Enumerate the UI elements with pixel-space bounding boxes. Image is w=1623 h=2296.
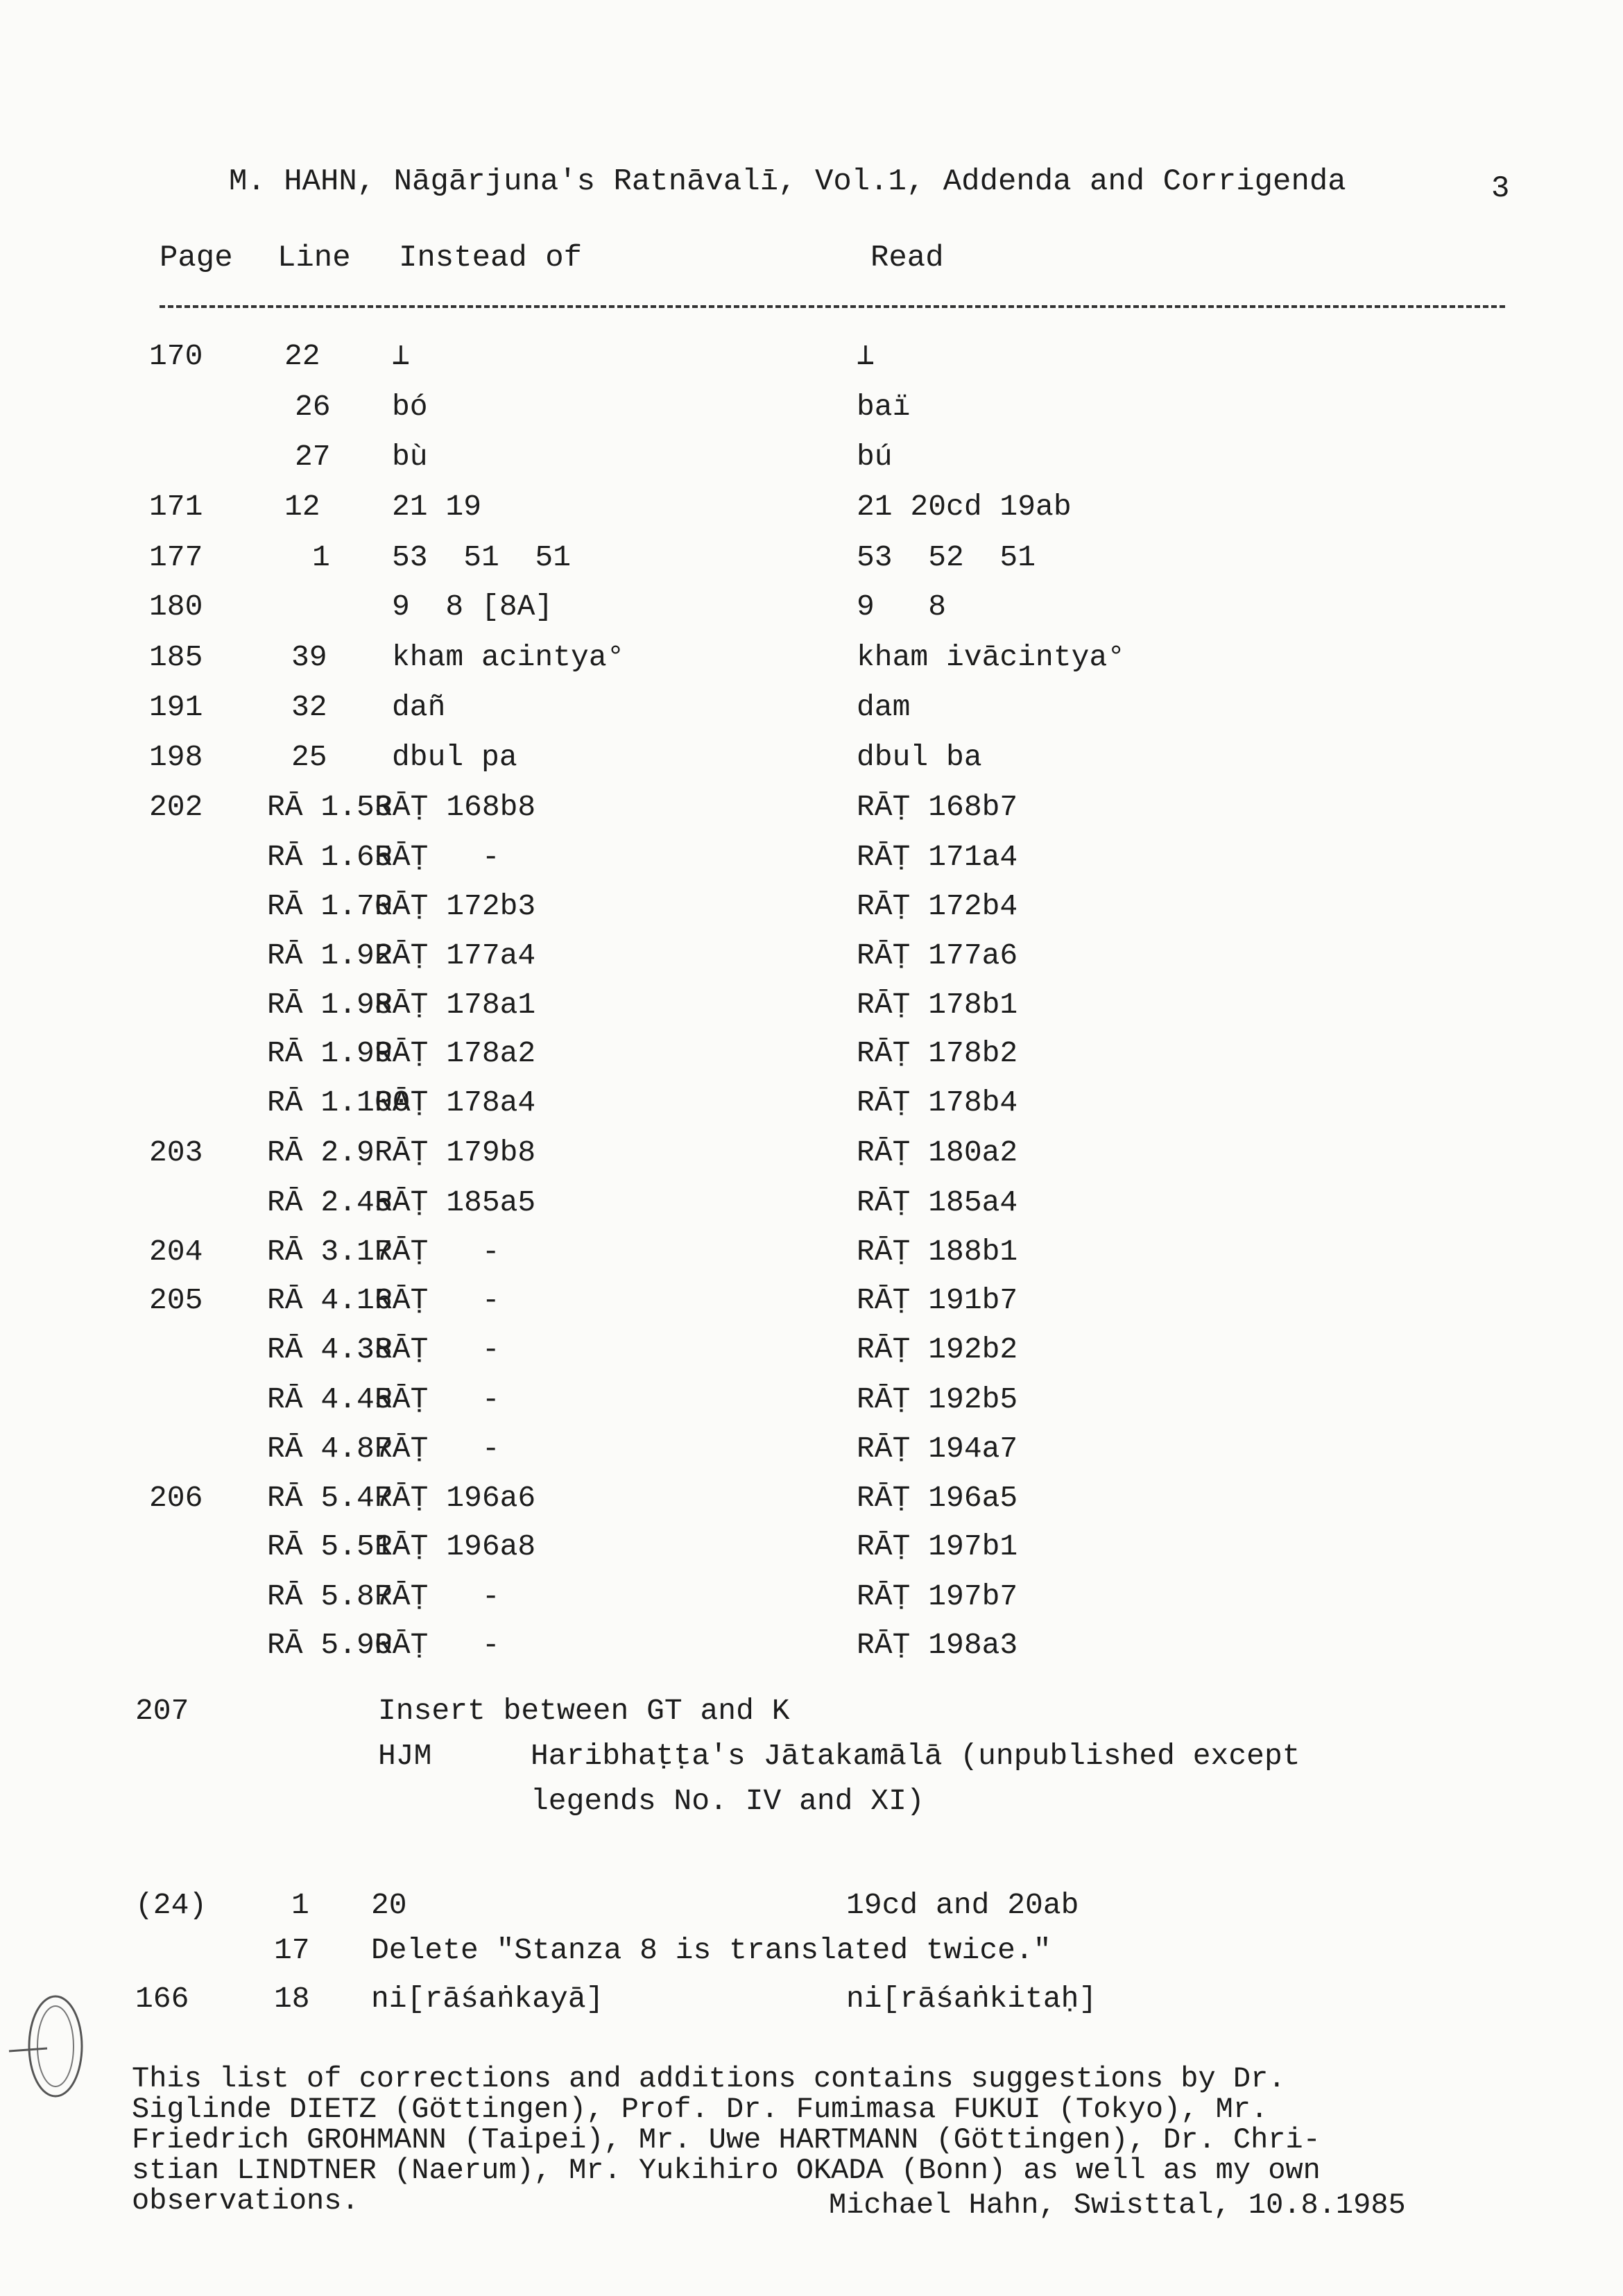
row-read-cell: kham ivācintya° bbox=[857, 640, 1126, 674]
row-line-cell: 27 bbox=[295, 440, 331, 474]
row-instead-cell: RĀṬ 178a1 bbox=[375, 988, 536, 1022]
row-instead-cell: bó bbox=[392, 390, 428, 424]
insert-page: 207 bbox=[135, 1694, 189, 1728]
page-number: 3 bbox=[1491, 171, 1510, 206]
row-page-cell: 206 bbox=[149, 1481, 203, 1515]
row-read-cell: RĀṬ 177a6 bbox=[857, 939, 1018, 973]
row-instead-cell: RĀṬ - bbox=[375, 840, 500, 874]
row-instead-cell: RĀṬ 196a8 bbox=[375, 1530, 536, 1563]
row-instead-cell: RĀṬ 185a5 bbox=[375, 1185, 536, 1219]
column-header-read: Read bbox=[870, 241, 944, 275]
insert-description-line2: legends No. IV and XI) bbox=[531, 1784, 925, 1818]
row-line-cell: RĀ 4.38 bbox=[267, 1333, 393, 1367]
insert-description-line1: Haribhaṭṭa's Jātakamālā (unpublished except bbox=[531, 1739, 1300, 1773]
row-instead-cell: RĀṬ 172b3 bbox=[375, 889, 536, 923]
extra-row-instead-cell: Delete "Stanza 8 is translated twice." bbox=[371, 1933, 1051, 1967]
extra-row-instead-cell: 20 bbox=[371, 1888, 407, 1922]
row-page-cell: 171 bbox=[149, 490, 203, 524]
row-read-cell: ⊥ bbox=[857, 339, 875, 373]
row-instead-cell: RĀṬ - bbox=[375, 1579, 500, 1613]
row-line-cell: RĀ 5.51 bbox=[267, 1530, 393, 1563]
header-divider bbox=[160, 305, 1505, 308]
row-page-cell: 203 bbox=[149, 1136, 203, 1170]
row-line-cell: RĀ 1.65 bbox=[267, 840, 393, 874]
row-read-cell: dbul ba bbox=[857, 740, 982, 774]
row-line-cell: RĀ 5.87 bbox=[267, 1579, 393, 1613]
page-title: M. HAHN, Nāgārjuna's Ratnāvalī, Vol.1, Addenda and Corrigenda bbox=[229, 164, 1346, 199]
row-read-cell: 53 52 51 bbox=[857, 540, 1036, 574]
row-line-cell: 39 bbox=[291, 640, 327, 674]
row-line-cell: 12 bbox=[284, 490, 320, 524]
row-read-cell: RĀṬ 178b1 bbox=[857, 988, 1018, 1022]
row-line-cell: RĀ 1.53 bbox=[267, 790, 393, 824]
row-read-cell: RĀṬ 198a3 bbox=[857, 1628, 1018, 1662]
row-instead-cell: 9 8 [8A] bbox=[392, 590, 553, 624]
row-line-cell: 25 bbox=[291, 740, 327, 774]
row-instead-cell: RĀṬ 168b8 bbox=[375, 790, 536, 824]
row-line-cell: RĀ 1.70 bbox=[267, 889, 393, 923]
row-read-cell: RĀṬ 178b2 bbox=[857, 1036, 1018, 1070]
row-read-cell: RĀṬ 168b7 bbox=[857, 790, 1018, 824]
row-line-cell: 26 bbox=[295, 390, 331, 424]
row-read-cell: RĀṬ 197b1 bbox=[857, 1530, 1018, 1563]
row-page-cell: 177 bbox=[149, 540, 203, 574]
row-read-cell: RĀṬ 178b4 bbox=[857, 1086, 1018, 1120]
row-line-cell: RĀ 2.45 bbox=[267, 1185, 393, 1219]
row-page-cell: 191 bbox=[149, 690, 203, 724]
row-line-cell: RĀ 2.9 bbox=[267, 1136, 375, 1170]
row-instead-cell: dañ bbox=[392, 690, 446, 724]
margin-ring-mark-icon bbox=[6, 1987, 89, 2105]
extra-row-page-cell: (24) bbox=[135, 1888, 207, 1922]
row-line-cell: RĀ 4.16 bbox=[267, 1283, 393, 1317]
row-instead-cell: RĀṬ 179b8 bbox=[375, 1136, 536, 1170]
extra-row-instead-cell: ni[rāśaṅkayā] bbox=[371, 1982, 604, 2016]
extra-row-read-cell: 19cd and 20ab bbox=[846, 1888, 1079, 1922]
row-read-cell: baï bbox=[857, 390, 911, 424]
row-read-cell: RĀṬ 188b1 bbox=[857, 1235, 1018, 1269]
row-instead-cell: RĀṬ 178a4 bbox=[375, 1086, 536, 1120]
row-read-cell: RĀṬ 192b2 bbox=[857, 1333, 1018, 1367]
row-line-cell: RĀ 4.45 bbox=[267, 1382, 393, 1416]
row-read-cell: RĀṬ 180a2 bbox=[857, 1136, 1018, 1170]
row-line-cell: RĀ 1.92 bbox=[267, 939, 393, 973]
row-line-cell: RĀ 1.99 bbox=[267, 1036, 393, 1070]
row-read-cell: RĀṬ 194a7 bbox=[857, 1432, 1018, 1466]
row-line-cell: RĀ 5.47 bbox=[267, 1481, 393, 1515]
row-line-cell: 1 bbox=[312, 540, 330, 574]
column-header-instead-of: Instead of bbox=[399, 241, 583, 275]
row-read-cell: dam bbox=[857, 690, 911, 724]
row-read-cell: RĀṬ 185a4 bbox=[857, 1185, 1018, 1219]
row-read-cell: RĀṬ 196a5 bbox=[857, 1481, 1018, 1515]
extra-row-read-cell: ni[rāśaṅkitaḥ] bbox=[846, 1982, 1097, 2016]
row-instead-cell: RĀṬ - bbox=[375, 1283, 500, 1317]
row-page-cell: 170 bbox=[149, 339, 203, 373]
row-line-cell: RĀ 3.17 bbox=[267, 1235, 393, 1269]
row-line-cell: 32 bbox=[291, 690, 327, 724]
insert-abbreviation: HJM bbox=[378, 1739, 432, 1773]
row-instead-cell: kham acintya° bbox=[392, 640, 625, 674]
row-line-cell: RĀ 5.90 bbox=[267, 1628, 393, 1662]
row-instead-cell: RĀṬ - bbox=[375, 1628, 500, 1662]
row-read-cell: RĀṬ 172b4 bbox=[857, 889, 1018, 923]
extra-row-line-cell: 17 bbox=[274, 1933, 310, 1967]
row-read-cell: RĀṬ 191b7 bbox=[857, 1283, 1018, 1317]
row-read-cell: 9 8 bbox=[857, 590, 947, 624]
row-page-cell: 198 bbox=[149, 740, 203, 774]
extra-row-line-cell: 1 bbox=[291, 1888, 309, 1922]
row-page-cell: 202 bbox=[149, 790, 203, 824]
row-read-cell: RĀṬ 192b5 bbox=[857, 1382, 1018, 1416]
row-line-cell: RĀ 4.87 bbox=[267, 1432, 393, 1466]
row-instead-cell: RĀṬ - bbox=[375, 1235, 500, 1269]
signature-line: Michael Hahn, Swisttal, 10.8.1985 bbox=[829, 2188, 1406, 2222]
row-read-cell: RĀṬ 197b7 bbox=[857, 1579, 1018, 1613]
row-instead-cell: RĀṬ - bbox=[375, 1382, 500, 1416]
row-instead-cell: RĀṬ 177a4 bbox=[375, 939, 536, 973]
row-instead-cell: RĀṬ - bbox=[375, 1432, 500, 1466]
row-instead-cell: ⊥ bbox=[392, 339, 410, 373]
extra-row-line-cell: 18 bbox=[274, 1982, 310, 2016]
column-header-page: Page bbox=[160, 241, 233, 275]
row-instead-cell: bù bbox=[392, 440, 428, 474]
row-page-cell: 205 bbox=[149, 1283, 203, 1317]
row-line-cell: RĀ 1.98 bbox=[267, 988, 393, 1022]
column-header-line: Line bbox=[277, 241, 351, 275]
row-page-cell: 180 bbox=[149, 590, 203, 624]
extra-row-page-cell: 166 bbox=[135, 1982, 189, 2016]
row-page-cell: 204 bbox=[149, 1235, 203, 1269]
row-line-cell: RĀ 1.100 bbox=[267, 1086, 411, 1120]
row-line-cell: 22 bbox=[284, 339, 320, 373]
row-instead-cell: RĀṬ - bbox=[375, 1333, 500, 1367]
row-read-cell: bú bbox=[857, 440, 893, 474]
row-instead-cell: 53 51 51 bbox=[392, 540, 572, 574]
row-read-cell: 21 20cd 19ab bbox=[857, 490, 1072, 524]
row-page-cell: 185 bbox=[149, 640, 203, 674]
row-instead-cell: 21 19 bbox=[392, 490, 482, 524]
insert-instruction: Insert between GT and K bbox=[378, 1694, 790, 1728]
row-instead-cell: RĀṬ 196a6 bbox=[375, 1481, 536, 1515]
row-instead-cell: dbul pa bbox=[392, 740, 517, 774]
row-read-cell: RĀṬ 171a4 bbox=[857, 840, 1018, 874]
row-instead-cell: RĀṬ 178a2 bbox=[375, 1036, 536, 1070]
acknowledgement-note: This list of corrections and additions contains suggestions by Dr. Siglinde DIETZ (Göttingen), Prof. Dr. Fumimasa FUKUI (Tokyo), Mr. Friedrich GROHMANN (Taipei), Mr. Uwe HARTMANN (Göttingen), Dr. Chri- stian LINDTNER (Naerum), Mr. Yukihiro OKADA (Bonn) as well as my own observations. bbox=[132, 2062, 1321, 2218]
